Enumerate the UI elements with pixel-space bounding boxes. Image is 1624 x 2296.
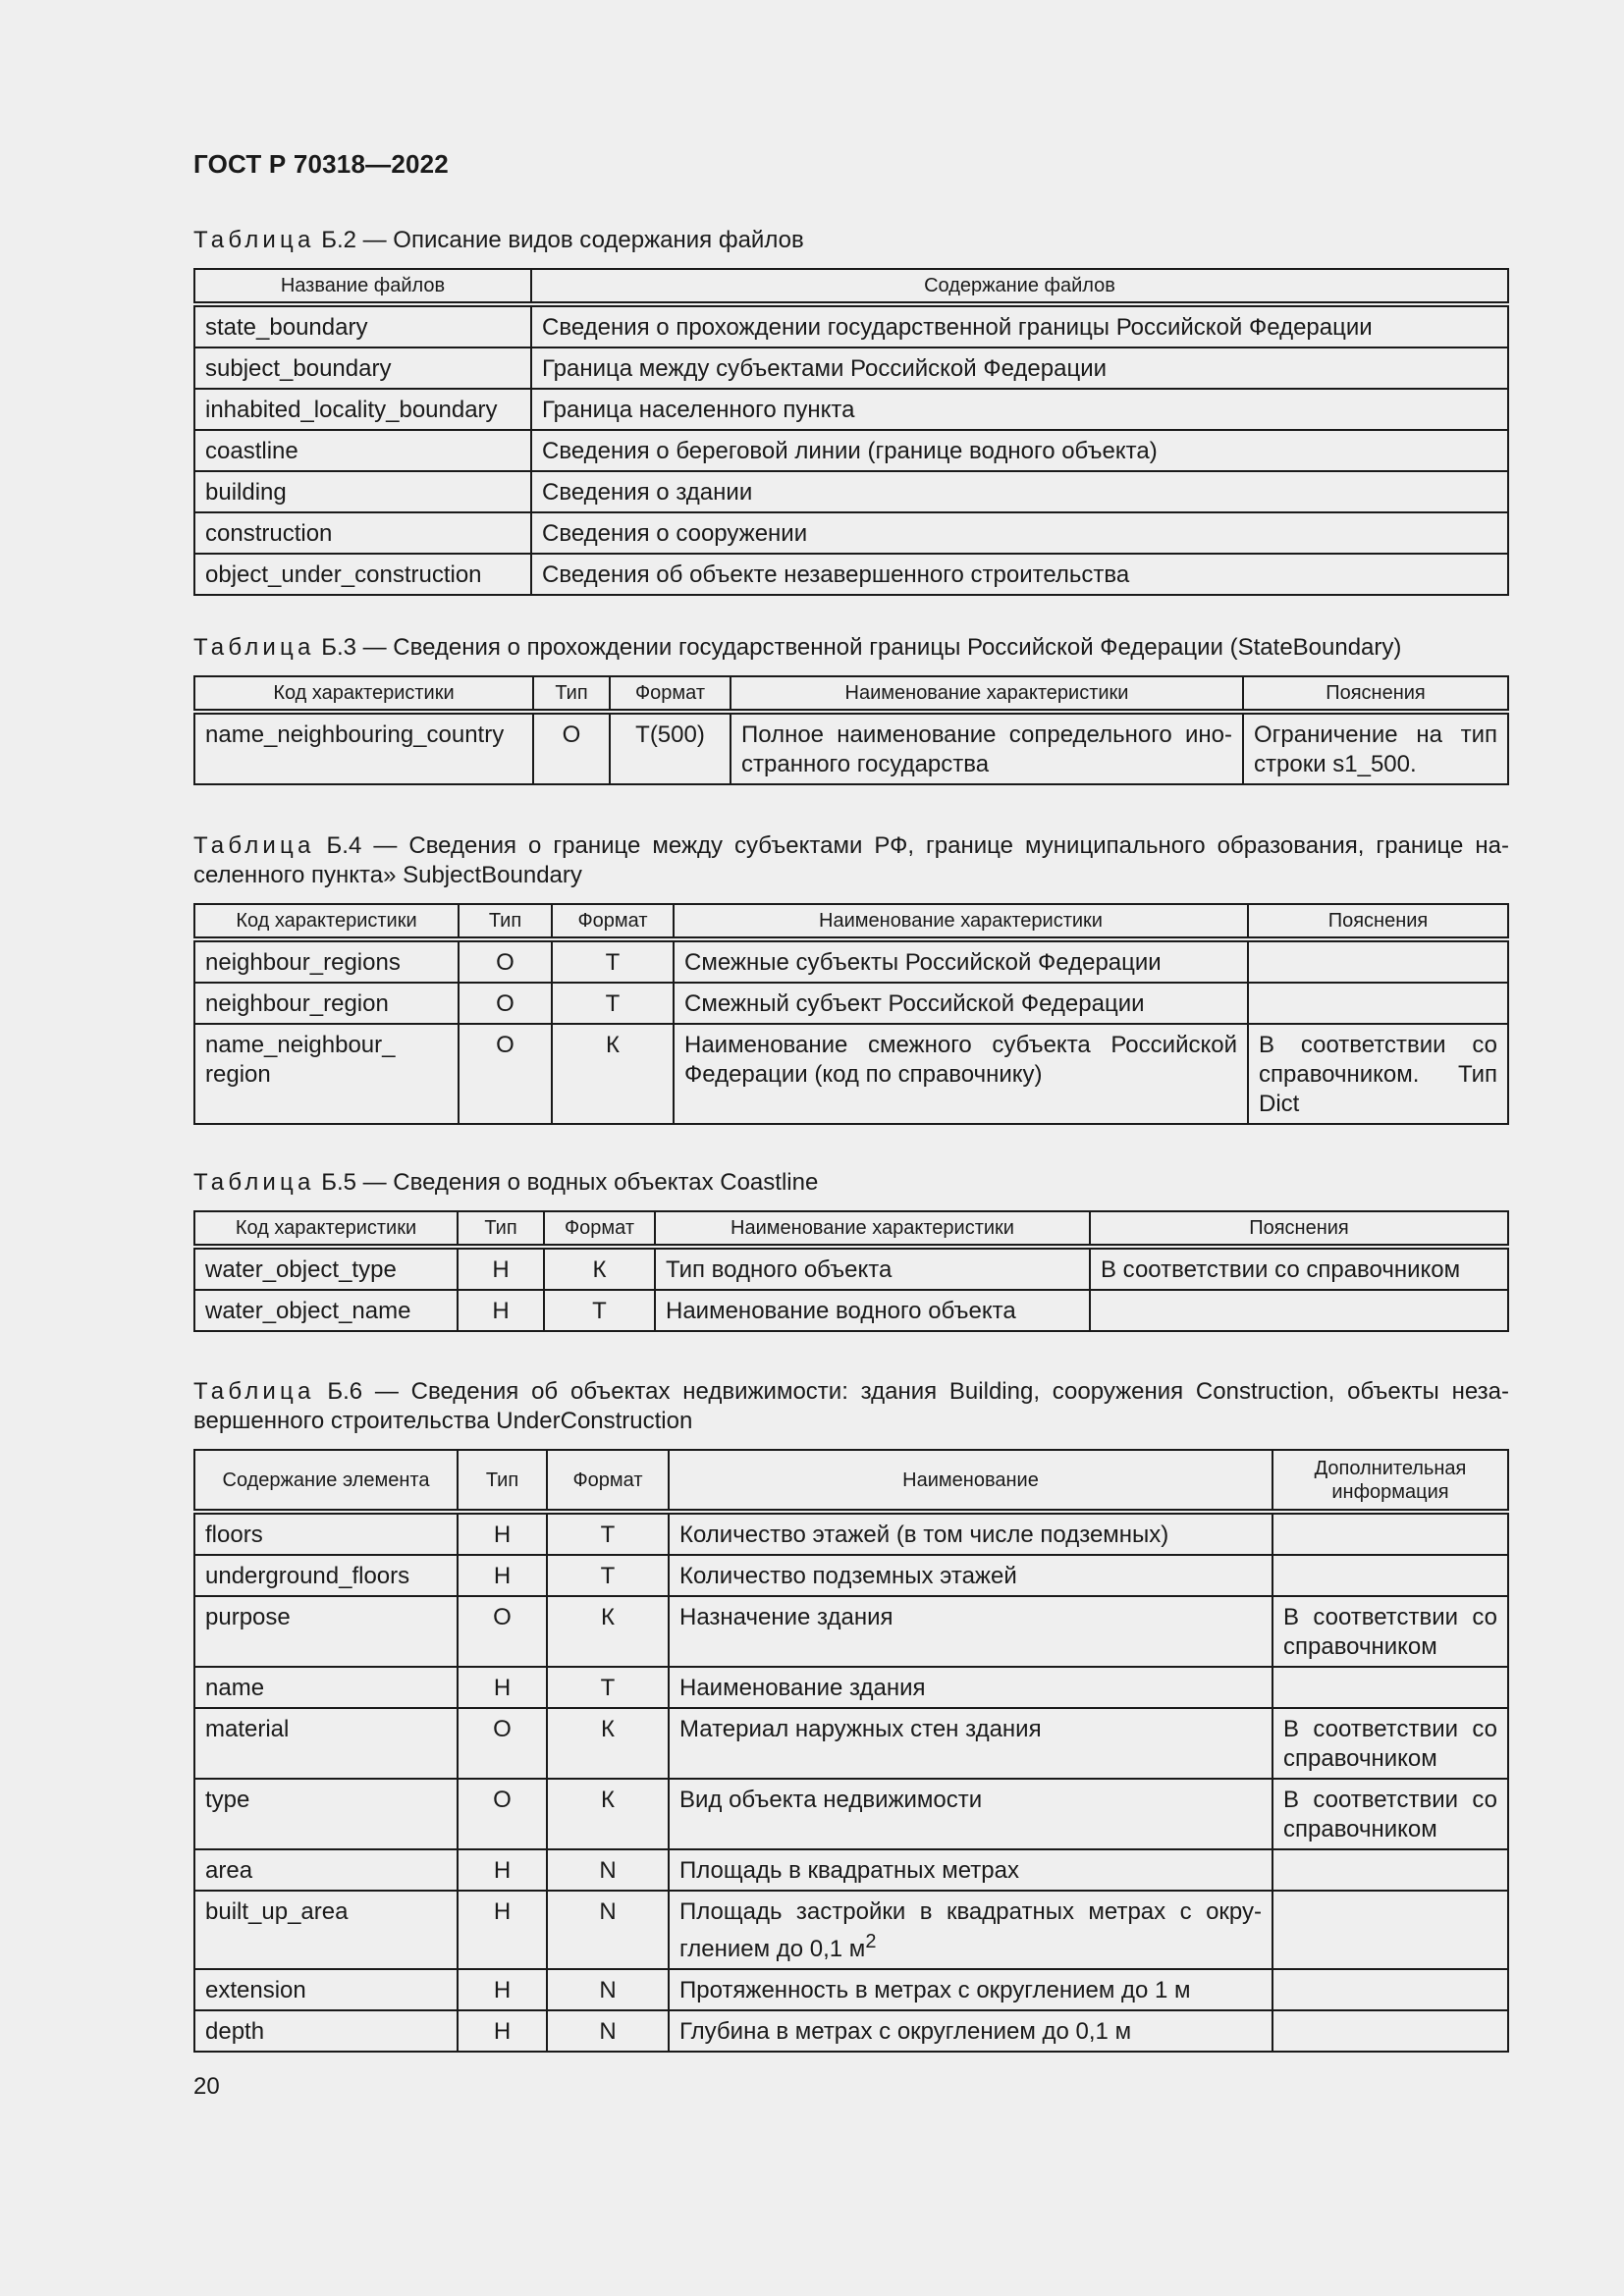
column-header: Формат xyxy=(544,1211,655,1247)
table-header-row xyxy=(194,1450,1508,1512)
column-header: Пояснения xyxy=(1248,904,1508,939)
cell: N xyxy=(547,1891,669,1969)
column-header: Наименование xyxy=(669,1450,1272,1512)
column-header: Содержание элемента xyxy=(194,1450,458,1512)
table-row xyxy=(194,430,1508,471)
table-row xyxy=(194,1247,1508,1290)
table-b6-caption-text: Б.6 — Сведения об объектах недвижимости: здания Building, сооружения Construction, объекты незавершенного строительства UnderConstruction xyxy=(193,1378,1509,1434)
column-header: Наименование характеристики xyxy=(674,904,1248,939)
cell: extension xyxy=(194,1969,458,2010)
cell: О xyxy=(459,939,552,983)
cell: К xyxy=(547,1596,669,1667)
cell: Сведения об объекте незавершенного строительства xyxy=(531,554,1508,595)
table-row xyxy=(194,1555,1508,1596)
cell: inhabited_locality_boundary xyxy=(194,389,531,430)
cell: object_under_construction xyxy=(194,554,531,595)
table-row xyxy=(194,712,1508,784)
cell: underground_floors xyxy=(194,1555,458,1596)
column-header: Тип xyxy=(458,1450,547,1512)
cell: water_object_type xyxy=(194,1247,458,1290)
table-row xyxy=(194,1708,1508,1779)
table-row xyxy=(194,471,1508,512)
cell: Н xyxy=(458,1247,544,1290)
column-header: Тип xyxy=(533,676,610,712)
cell: Сведения о береговой линии (границе водного объекта) xyxy=(531,430,1508,471)
cell: О xyxy=(459,1024,552,1124)
column-header: Тип xyxy=(459,904,552,939)
cell: subject_boundary xyxy=(194,347,531,389)
column-header: Код характеристики xyxy=(194,676,533,712)
table-row xyxy=(194,1290,1508,1331)
cell: depth xyxy=(194,2010,458,2052)
cell: name_neighbouring_country xyxy=(194,712,533,784)
cell: В соответствии со справочником xyxy=(1090,1247,1508,1290)
cell: Сведения о сооружении xyxy=(531,512,1508,554)
cell: Смежный субъект Российской Федерации xyxy=(674,983,1248,1024)
cell: Т xyxy=(544,1290,655,1331)
table-b2-caption xyxy=(193,226,1509,255)
cell: N xyxy=(547,2010,669,2052)
cell: В соответствии со справочником xyxy=(1272,1596,1508,1667)
table-b3-label: Таблица xyxy=(193,634,315,661)
cell: Т xyxy=(552,939,674,983)
cell: name_neighbour_ region xyxy=(194,1024,459,1124)
table-b4-caption xyxy=(193,831,1509,890)
cell xyxy=(1272,1891,1508,1969)
cell: В соответствии со справочником xyxy=(1272,1779,1508,1849)
table-row xyxy=(194,983,1508,1024)
cell xyxy=(669,1891,1272,1969)
cell: N xyxy=(547,1969,669,2010)
cell: Н xyxy=(458,2010,547,2052)
cell: Ограничение на тип строки s1_500. xyxy=(1243,712,1508,784)
cell: Сведения о здании xyxy=(531,471,1508,512)
superscript: 2 xyxy=(865,1931,877,1952)
cell: building xyxy=(194,471,531,512)
table-b3-caption xyxy=(193,633,1509,663)
cell: floors xyxy=(194,1512,458,1555)
table-row xyxy=(194,1849,1508,1891)
column-header: Наименование характеристики xyxy=(731,676,1243,712)
cell: Смежные субъекты Российской Федерации xyxy=(674,939,1248,983)
cell: Наименование водного объекта xyxy=(655,1290,1090,1331)
table-row xyxy=(194,1596,1508,1667)
cell: Т(500) xyxy=(610,712,731,784)
table-row xyxy=(194,1024,1508,1124)
table-b3-caption-text: Б.3 — Сведения о прохождении государственной границы Российской Федерации (StateBoundary) xyxy=(321,634,1402,661)
cell: coastline xyxy=(194,430,531,471)
cell: Назначение здания xyxy=(669,1596,1272,1667)
column-header: Формат xyxy=(610,676,731,712)
cell: Глубина в метрах с округлением до 0,1 м xyxy=(669,2010,1272,2052)
column-header: Пояснения xyxy=(1243,676,1508,712)
table-b2-label: Таблица xyxy=(193,227,315,253)
cell: Площадь в квадратных метрах xyxy=(669,1849,1272,1891)
table-row xyxy=(194,1891,1508,1969)
column-header: Тип xyxy=(458,1211,544,1247)
cell: Граница населенного пункта xyxy=(531,389,1508,430)
table-b4-caption-text: Б.4 — Сведения о границе между субъектами РФ, границе муниципального образования, границе населенного пункта» SubjectBoundary xyxy=(193,832,1509,888)
cell-text: Площадь застройки в квадратных метрах с округлением до 0,1 м xyxy=(679,1898,1262,1962)
table-b2 xyxy=(193,268,1509,596)
column-header: Формат xyxy=(552,904,674,939)
table-header-row xyxy=(194,676,1508,712)
cell: Сведения о прохождении государственной границы Российской Федерации xyxy=(531,304,1508,347)
table-b5-label: Таблица xyxy=(193,1169,315,1196)
cell: Н xyxy=(458,1667,547,1708)
cell xyxy=(1248,983,1508,1024)
cell: neighbour_regions xyxy=(194,939,459,983)
cell: Т xyxy=(547,1555,669,1596)
cell xyxy=(1272,2010,1508,2052)
column-header: Содержание файлов xyxy=(531,269,1508,304)
cell: area xyxy=(194,1849,458,1891)
cell: Вид объекта недвижимости xyxy=(669,1779,1272,1849)
cell: О xyxy=(533,712,610,784)
cell: Материал наружных стен здания xyxy=(669,1708,1272,1779)
table-row xyxy=(194,554,1508,595)
table-row xyxy=(194,347,1508,389)
column-header: Название файлов xyxy=(194,269,531,304)
table-b5 xyxy=(193,1210,1509,1332)
column-header: Наименование характеристики xyxy=(655,1211,1090,1247)
table-header-row xyxy=(194,269,1508,304)
cell xyxy=(1272,1849,1508,1891)
cell: neighbour_region xyxy=(194,983,459,1024)
table-row xyxy=(194,939,1508,983)
table-b5-caption xyxy=(193,1168,1509,1198)
cell: О xyxy=(459,983,552,1024)
table-row xyxy=(194,1969,1508,2010)
cell: О xyxy=(458,1708,547,1779)
table-row xyxy=(194,1512,1508,1555)
column-header: Дополнительная информация xyxy=(1272,1450,1508,1512)
cell: Н xyxy=(458,1512,547,1555)
cell: Т xyxy=(552,983,674,1024)
cell: Т xyxy=(547,1512,669,1555)
cell: water_object_name xyxy=(194,1290,458,1331)
column-header: Код характеристики xyxy=(194,1211,458,1247)
table-b4-label: Таблица xyxy=(193,832,315,859)
cell: В соответствии со справочником xyxy=(1272,1708,1508,1779)
cell: Н xyxy=(458,1891,547,1969)
column-header: Пояснения xyxy=(1090,1211,1508,1247)
cell: Количество этажей (в том числе подземных) xyxy=(669,1512,1272,1555)
cell: О xyxy=(458,1779,547,1849)
cell: К xyxy=(544,1247,655,1290)
column-header: Код характеристики xyxy=(194,904,459,939)
table-header-row xyxy=(194,904,1508,939)
cell: Тип водного объекта xyxy=(655,1247,1090,1290)
cell: type xyxy=(194,1779,458,1849)
cell: Н xyxy=(458,1555,547,1596)
cell: state_boundary xyxy=(194,304,531,347)
cell: К xyxy=(547,1779,669,1849)
table-row xyxy=(194,1667,1508,1708)
cell: Наименование смежного субъекта Российской Федерации (код по справочнику) xyxy=(674,1024,1248,1124)
cell: construction xyxy=(194,512,531,554)
cell: Протяженность в метрах с округлением до 1 м xyxy=(669,1969,1272,2010)
cell: Н xyxy=(458,1969,547,2010)
table-b4 xyxy=(193,903,1509,1125)
cell: Наименование здания xyxy=(669,1667,1272,1708)
cell xyxy=(1248,939,1508,983)
cell: К xyxy=(547,1708,669,1779)
table-row xyxy=(194,389,1508,430)
cell: purpose xyxy=(194,1596,458,1667)
table-row xyxy=(194,1779,1508,1849)
cell: Граница между субъектами Российской Федерации xyxy=(531,347,1508,389)
column-header: Формат xyxy=(547,1450,669,1512)
cell: Н xyxy=(458,1290,544,1331)
table-row xyxy=(194,512,1508,554)
table-row xyxy=(194,304,1508,347)
cell xyxy=(1272,1969,1508,2010)
table-b3 xyxy=(193,675,1509,785)
table-b2-caption-text: Б.2 — Описание видов содержания файлов xyxy=(321,227,804,253)
cell: Полное наименование сопредельного иностранного государства xyxy=(731,712,1243,784)
cell: Количество подземных этажей xyxy=(669,1555,1272,1596)
cell: К xyxy=(552,1024,674,1124)
table-header-row xyxy=(194,1211,1508,1247)
document-id: ГОСТ Р 70318—2022 xyxy=(193,149,449,179)
table-b6 xyxy=(193,1449,1509,2053)
table-b6-label: Таблица xyxy=(193,1378,315,1405)
cell: material xyxy=(194,1708,458,1779)
cell xyxy=(1272,1512,1508,1555)
cell xyxy=(1272,1555,1508,1596)
table-row xyxy=(194,2010,1508,2052)
cell xyxy=(1090,1290,1508,1331)
cell xyxy=(1272,1667,1508,1708)
cell: N xyxy=(547,1849,669,1891)
cell: Н xyxy=(458,1849,547,1891)
cell: built_up_area xyxy=(194,1891,458,1969)
cell: Т xyxy=(547,1667,669,1708)
cell: В соответствии со справочником. Тип Dict xyxy=(1248,1024,1508,1124)
cell: name xyxy=(194,1667,458,1708)
cell: О xyxy=(458,1596,547,1667)
page-number: 20 xyxy=(193,2073,220,2100)
table-b6-caption xyxy=(193,1377,1509,1436)
table-b5-caption-text: Б.5 — Сведения о водных объектах Coastline xyxy=(321,1169,819,1196)
